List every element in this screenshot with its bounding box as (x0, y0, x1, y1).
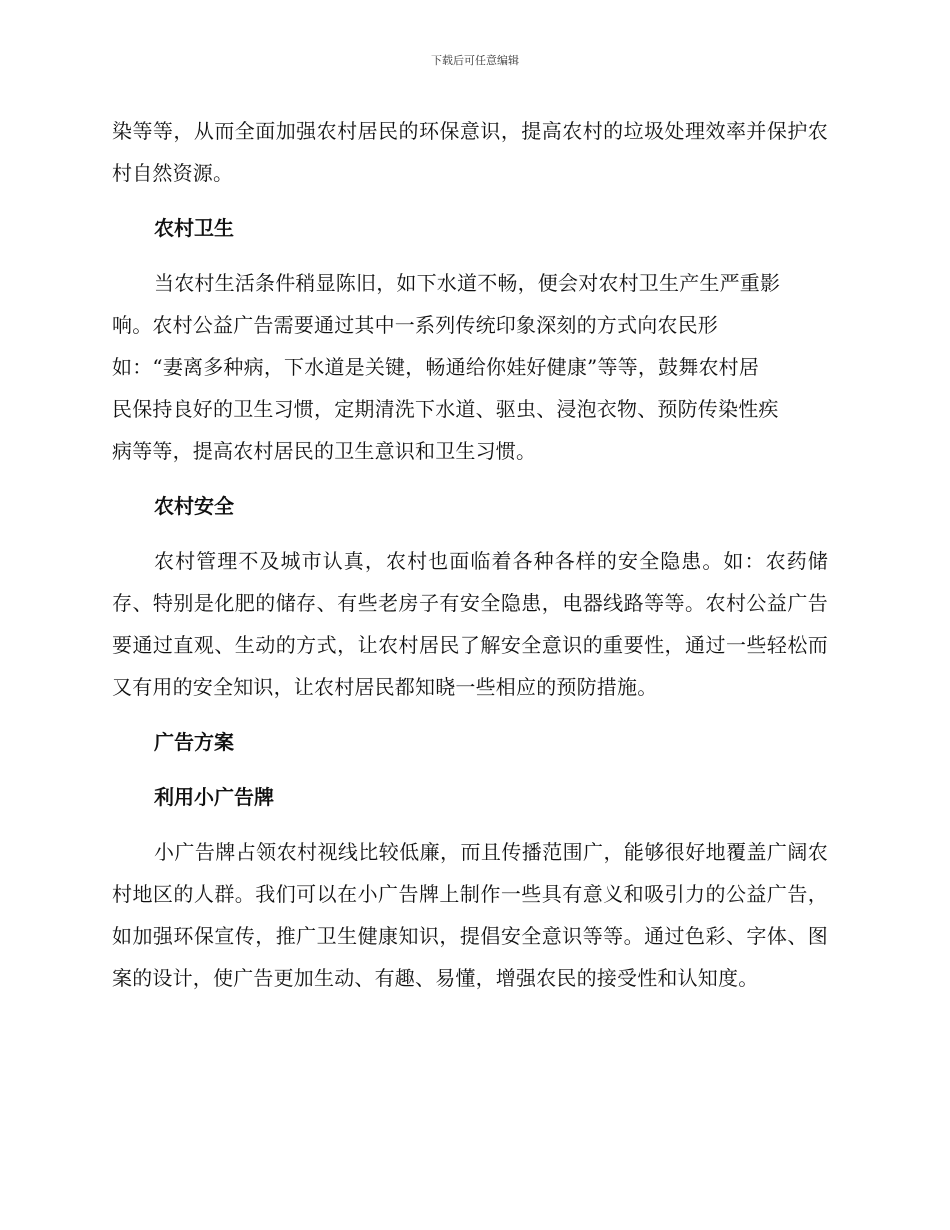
billboards-paragraph: 小广告牌占领农村视线比较低廉，而且传播范围广，能够很好地覆盖广阔农村地区的人群。我们可以在小广告牌上制作一些具有意义和吸引力的公益广告，如加强环保宣传，推广卫生健康知识，提倡安全意识等等。通过色彩、字体、图案的设计，使广告更加生动、有趣、易懂，增强农民的接受性和认知度。 (112, 840, 828, 990)
intro-continuation-paragraph: 染等等，从而全面加强农村居民的环保意识，提高农村的垃圾处理效率并保护农村自然资源。 (112, 119, 828, 185)
hygiene-line: 响。农村公益广告需要通过其中一系列传统印象深刻的方式向农民形 (112, 313, 718, 337)
ad-plan-heading: 广告方案 (154, 730, 234, 754)
hygiene-line: 当农村生活条件稍显陈旧，如下水道不畅，便会对农村卫生产生严重影 (154, 271, 781, 295)
hygiene-line: 民保持良好的卫生习惯，定期清洗下水道、驱虫、浸泡衣物、预防传染性疾 (112, 397, 779, 421)
hygiene-line: 病等等，提高农村居民的卫生意识和卫生习惯。 (112, 439, 537, 463)
page-header: 下载后可任意编辑 (431, 54, 519, 67)
hygiene-heading: 农村卫生 (154, 216, 234, 240)
safety-heading: 农村安全 (154, 494, 234, 518)
document-body (112, 110, 828, 999)
billboards-heading: 利用小广告牌 (154, 785, 274, 809)
hygiene-paragraph (112, 262, 828, 472)
hygiene-line: 如：“妻离多种病，下水道是关键，畅通给你娃好健康”等等，鼓舞农村居 (112, 355, 760, 379)
safety-paragraph: 农村管理不及城市认真，农村也面临着各种各样的安全隐患。如：农药储存、特别是化肥的储存、有些老房子有安全隐患，电器线路等等。农村公益广告要通过直观、生动的方式，让农村居民了解安全意识的重要性，通过一些轻松而又有用的安全知识，让农村居民都知晓一些相应的预防措施。 (112, 549, 828, 699)
